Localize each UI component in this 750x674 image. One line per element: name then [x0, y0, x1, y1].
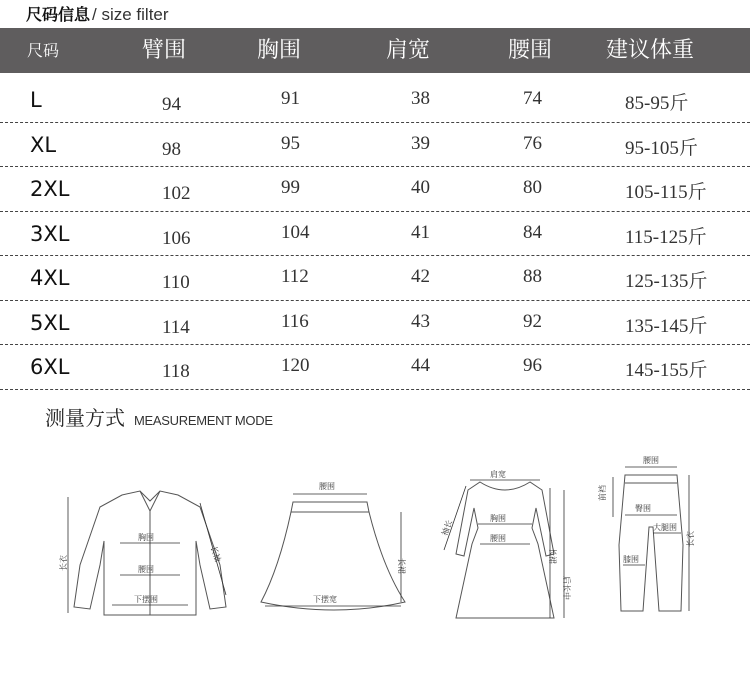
shirt-sleeve-label: 长袖 [208, 545, 223, 564]
cell-chest: 95 [281, 132, 300, 154]
cell-shoulder: 39 [411, 132, 430, 154]
pants-length-label: 长衣 [686, 531, 695, 547]
table-row [0, 301, 750, 346]
skirt-waist-label: 腰围 [319, 482, 335, 491]
cell-arm: 110 [162, 272, 190, 293]
dress-waist-label: 腰围 [490, 534, 506, 543]
cell-size: L [30, 88, 42, 112]
dress-chest-label: 胸围 [490, 514, 506, 523]
cell-size: 3XL [30, 221, 70, 246]
column-header-size: 尺码 [27, 41, 60, 60]
cell-arm: 98 [162, 138, 181, 160]
dress-length-label: 长裙 [548, 548, 557, 564]
skirt-hem-label: 下摆宽 [313, 595, 337, 604]
column-header-waist: 腰围 [508, 38, 553, 63]
cell-waist: 88 [523, 266, 542, 287]
pants-knee-label: 膝围 [623, 555, 639, 564]
cell-weight: 125-135斤 [625, 271, 708, 292]
pants-hip-label: 臀围 [635, 504, 651, 513]
cell-shoulder: 40 [411, 177, 430, 198]
cell-size: 5XL [30, 310, 70, 335]
cell-chest: 104 [281, 221, 310, 243]
cell-arm: 94 [162, 94, 181, 115]
dress-sleeve-label: 袖长 [440, 518, 455, 537]
cell-size: XL [30, 132, 57, 157]
pants-front-rise-label: 前裆 [598, 485, 607, 501]
cell-weight: 85-95斤 [625, 93, 689, 114]
cell-weight: 105-115斤 [625, 182, 707, 203]
cell-shoulder: 42 [411, 266, 430, 287]
shirt-diagram [60, 485, 250, 625]
dress-diagram [430, 468, 580, 628]
table-row [0, 123, 750, 168]
table-row [0, 78, 750, 123]
cell-waist: 74 [523, 88, 542, 109]
dress-outline [456, 482, 554, 618]
table-row [0, 256, 750, 301]
cell-chest: 120 [281, 355, 310, 376]
dress-shoulder-label: 肩宽 [490, 470, 506, 479]
cell-size: 6XL [30, 355, 70, 379]
measurement-title [45, 402, 273, 431]
cell-waist: 76 [523, 132, 542, 154]
cell-waist: 96 [523, 355, 542, 376]
shirt-hem-label: 下摆围 [134, 595, 158, 604]
cell-weight: 115-125斤 [625, 226, 707, 248]
cell-shoulder: 41 [411, 221, 430, 243]
cell-waist: 92 [523, 310, 542, 332]
cell-size: 4XL [30, 266, 70, 290]
cell-chest: 99 [281, 177, 300, 198]
cell-chest: 91 [281, 88, 300, 109]
section-title-en: / size filter [92, 5, 169, 24]
measurement-title-en: MEASUREMENT MODE [134, 413, 273, 428]
shirt-waist-label: 腰围 [138, 565, 154, 574]
cell-arm: 118 [162, 361, 190, 382]
cell-shoulder: 44 [411, 355, 430, 376]
skirt-length-label: 长裙 [397, 558, 406, 574]
table-row [0, 345, 750, 390]
column-header-chest: 胸围 [257, 38, 302, 63]
shirt-chest-label: 胸围 [138, 533, 154, 542]
cell-chest: 116 [281, 310, 309, 332]
cell-weight: 145-155斤 [625, 360, 708, 381]
cell-arm: 114 [162, 316, 190, 338]
size-table-body [0, 78, 750, 390]
cell-weight: 135-145斤 [625, 315, 708, 337]
column-header-weight: 建议体重 [606, 38, 695, 63]
cell-waist: 84 [523, 221, 542, 243]
shirt-length-label: 长衣 [59, 555, 68, 571]
cell-arm: 106 [162, 227, 191, 249]
skirt-diagram [255, 478, 415, 618]
table-row [0, 212, 750, 257]
section-title [26, 2, 169, 26]
pants-diagram [595, 455, 705, 620]
column-header-arm: 臂围 [142, 38, 187, 63]
cell-arm: 102 [162, 183, 191, 204]
pants-outline [619, 475, 683, 611]
cell-shoulder: 38 [411, 88, 430, 109]
pants-waist-label: 腰围 [643, 456, 659, 465]
cell-waist: 80 [523, 177, 542, 198]
dress-back-length-label: 后长中 [562, 576, 571, 600]
cell-weight: 95-105斤 [625, 137, 698, 159]
section-title-zh: 尺码信息 [26, 5, 91, 24]
pants-thigh-label: 大腿围 [653, 523, 677, 532]
table-row [0, 167, 750, 212]
cell-chest: 112 [281, 266, 309, 287]
cell-shoulder: 43 [411, 310, 430, 332]
measurement-title-zh: 测量方式 [45, 406, 125, 430]
cell-size: 2XL [30, 177, 70, 201]
size-table-header [0, 28, 750, 73]
column-header-shoulder: 肩宽 [386, 38, 431, 63]
